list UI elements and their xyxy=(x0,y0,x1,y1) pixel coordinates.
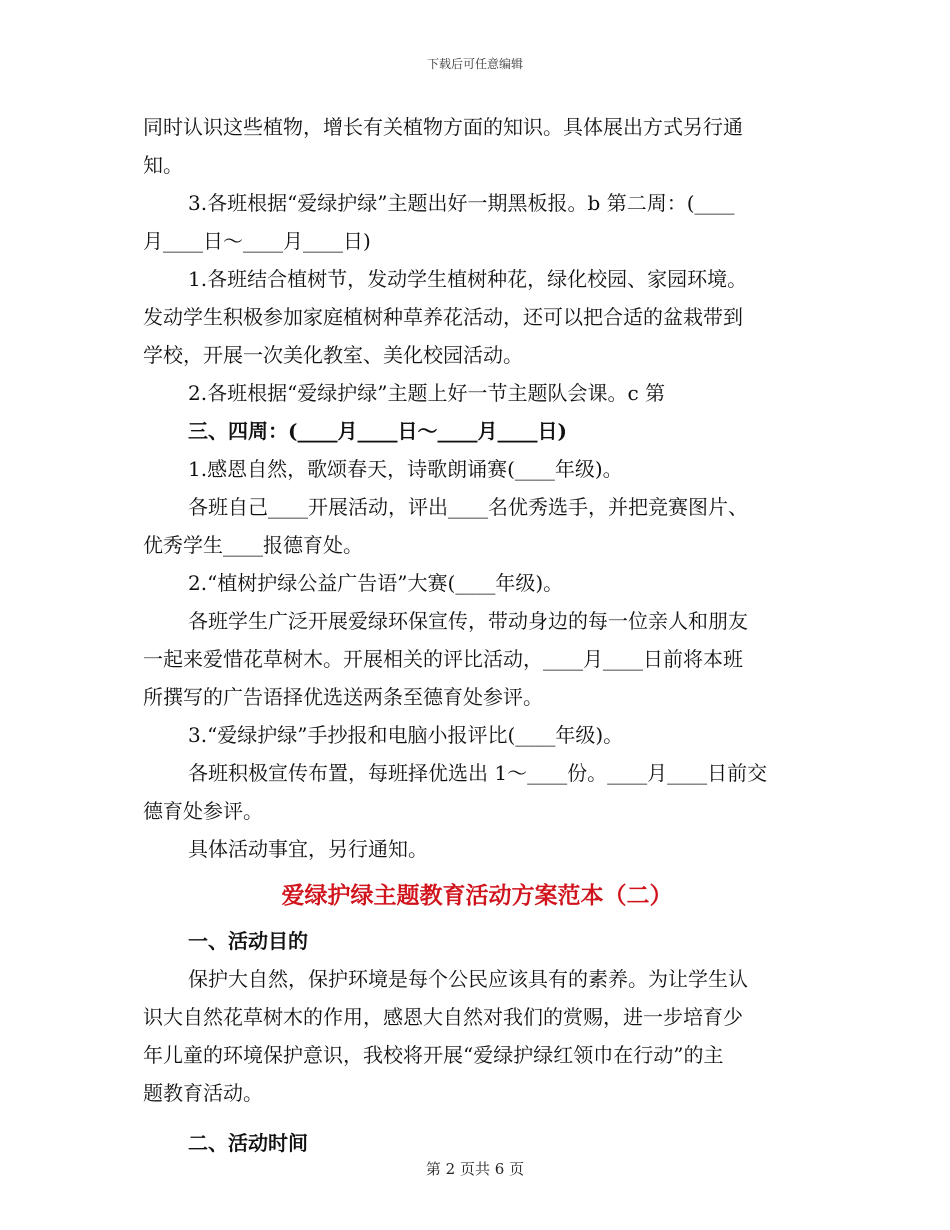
text-line: 3.各班根据“爱绿护绿”主题出好一期黑板报。b 第二周：(____ xyxy=(188,191,735,215)
text-line: 所撰写的广告语择优选送两条至德育处参评。 xyxy=(143,685,543,709)
text-line: 优秀学生____报德育处。 xyxy=(143,533,363,557)
week-heading: 三、四周：(____月____日～____月____日) xyxy=(188,419,567,443)
section-heading: 二、活动时间 xyxy=(188,1131,308,1155)
text-line: 月____日～____月____日) xyxy=(143,229,371,253)
text-line: 一起来爱惜花草树木。开展相关的评比活动，____月____日前将本班 xyxy=(143,647,743,671)
text-line: 发动学生积极参加家庭植树种草养花活动，还可以把合适的盆栽带到 xyxy=(143,305,743,329)
paragraph-line: 题教育活动。 xyxy=(143,1081,263,1105)
text-line: 1.各班结合植树节，发动学生植树种花，绿化校园、家园环境。 xyxy=(188,267,748,291)
section-heading: 一、活动目的 xyxy=(188,929,308,953)
text-line: 3.“爱绿护绿”手抄报和电脑小报评比(____年级)。 xyxy=(188,723,624,747)
paragraph-line: 识大自然花草树木的作用，感恩大自然对我们的赏赐，进一步培育少 xyxy=(143,1005,743,1029)
paragraph-line: 年儿童的环境保护意识，我校将开展“爱绿护绿红领巾在行动”的主 xyxy=(143,1043,724,1067)
page-header: 下载后可任意编辑 xyxy=(426,57,523,71)
text-line: 2.“植树护绿公益广告语”大赛(____年级)。 xyxy=(188,571,564,595)
text-line: 知。 xyxy=(143,153,183,177)
text-line: 1.感恩自然，歌颂春天，诗歌朗诵赛(____年级)。 xyxy=(188,457,623,481)
text-line: 各班自己____开展活动，评出____名优秀选手，并把竞赛图片、 xyxy=(188,495,748,519)
paragraph-line: 保护大自然，保护环境是每个公民应该具有的素养。为让学生认 xyxy=(188,967,748,991)
text-line: 学校，开展一次美化教室、美化校园活动。 xyxy=(143,343,523,367)
text-line: 同时认识这些植物，增长有关植物方面的知识。具体展出方式另行通 xyxy=(143,115,743,139)
text-line: 具体活动事宜，另行通知。 xyxy=(188,837,428,861)
document-body xyxy=(143,108,811,1162)
text-line: 各班积极宣传布置，每班择优选出 1～____份。____月____日前交 xyxy=(188,761,768,785)
text-line: 2.各班根据“爱绿护绿”主题上好一节主题队会课。c 第 xyxy=(188,381,666,405)
section-title: 爱绿护绿主题教育活动方案范本（二） xyxy=(281,882,673,909)
page-footer: 第 2 页共 6 页 xyxy=(425,1160,525,1178)
text-line: 德育处参评。 xyxy=(143,799,263,823)
text-line: 各班学生广泛开展爱绿环保宣传，带动身边的每一位亲人和朋友 xyxy=(188,609,748,633)
